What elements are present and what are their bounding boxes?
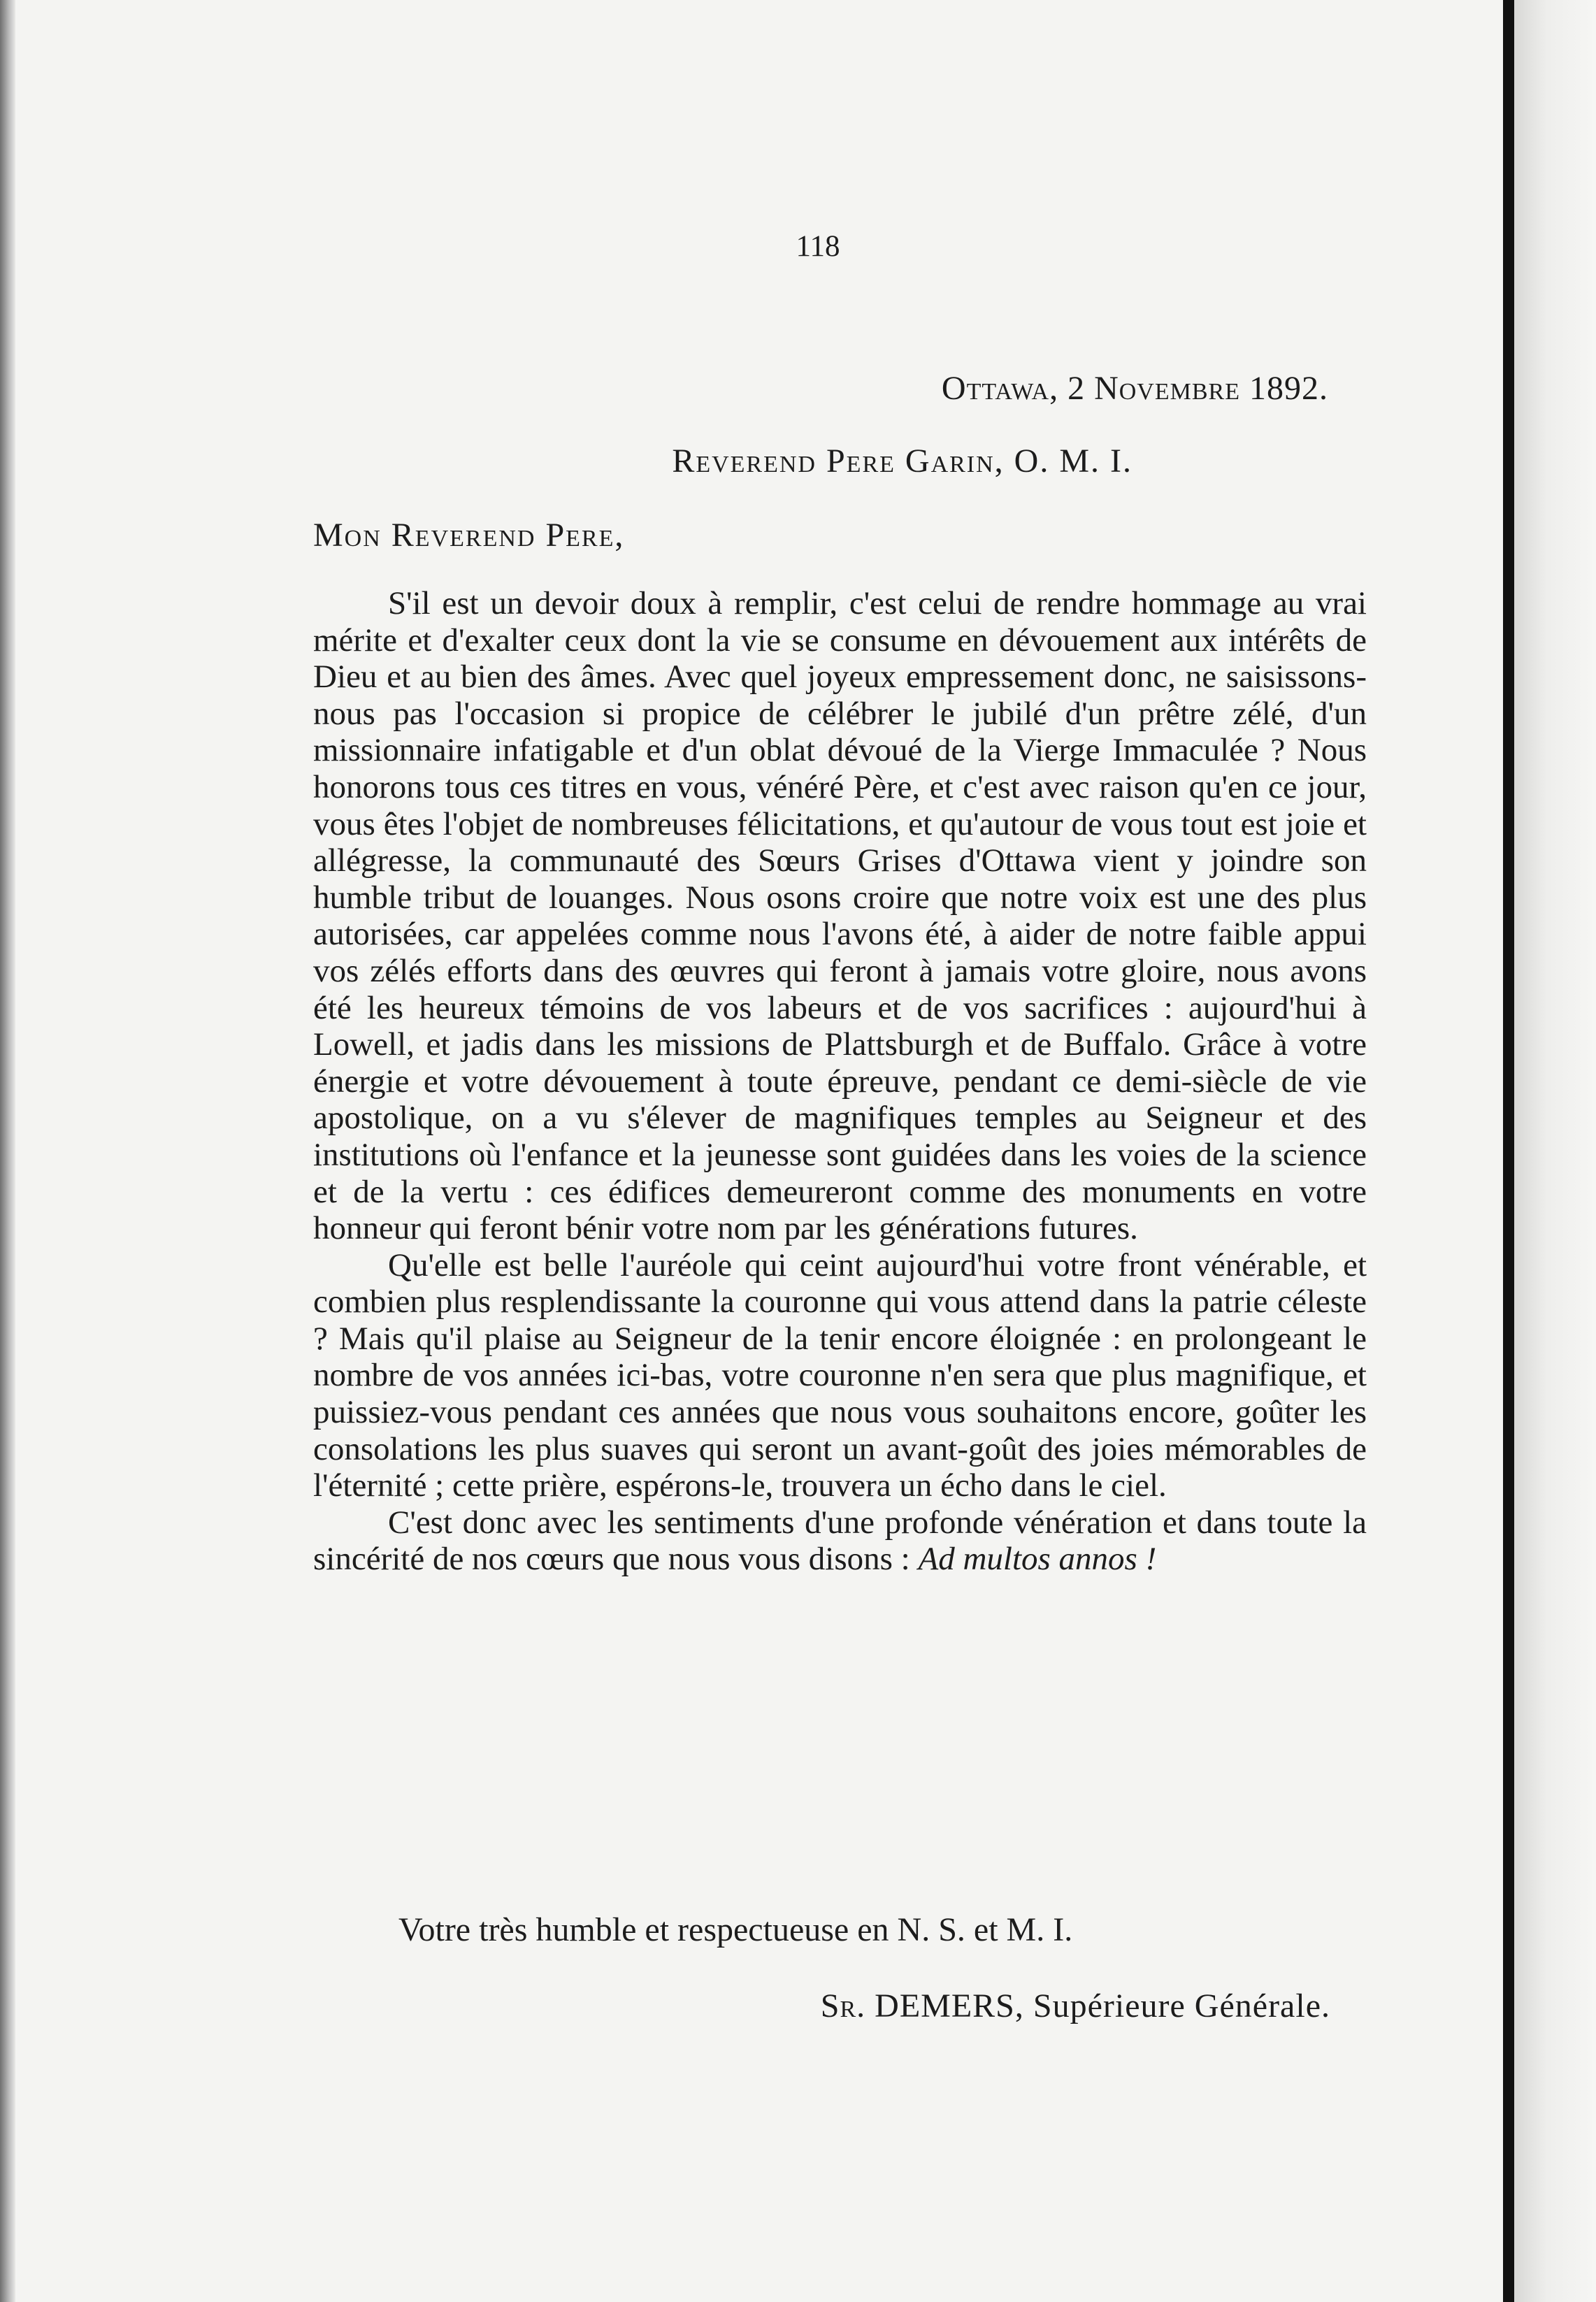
page-number: 118 <box>796 230 840 263</box>
addressee: Reverend Pere Garin, O. M. I. <box>672 443 1133 480</box>
paragraph-3-text: C'est donc avec les sentiments d'une profonde vénération et dans toute la sincérité de nos cœurs que nous vous disons : <box>313 1504 1367 1578</box>
scan-next-page-edge <box>1514 0 1596 2302</box>
signature <box>629 1987 1330 2025</box>
scan-binding-shadow <box>1503 0 1514 2302</box>
paragraph-3 <box>313 1504 1367 1578</box>
latin-blessing: Ad multos annos ! <box>918 1541 1157 1578</box>
signature-name: DEMERS, <box>875 1987 1024 2024</box>
letter-body <box>313 585 1367 1578</box>
closing-formula: Votre très humble et respectueuse en N. S. et M. I. <box>398 1911 1073 1948</box>
signature-role: Supérieure Générale. <box>1033 1987 1330 2024</box>
paragraph-2: Qu'elle est belle l'auréole qui ceint aujourd'hui votre front vénérable, et combien plus resplendissante la couronne qui vous attend dans la patrie céleste ? Mais qu'il plaise au Seigneur de la tenir encore éloignée : en prolongeant le nombre de vos années ici-bas, votre couronne n'en sera que plus magnifique, et puissiez-vous pendant ces années que nous vous souhaitons encore, goûter les consolations les plus suaves qui seront un avant-goût des joies mémorables de l'éternité ; cette prière, espérons-le, trouvera un écho dans le ciel. <box>313 1246 1367 1504</box>
signature-title: Sr. <box>820 1987 866 2024</box>
salutation: Mon Reverend Pere, <box>313 517 625 554</box>
dateline: Ottawa, 2 Novembre 1892. <box>941 370 1328 407</box>
paragraph-1: S'il est un devoir doux à remplir, c'est celui de rendre hommage au vrai mérite et d'exalter ceux dont la vie se consume en dévouement aux intérêts de Dieu et au bien des âmes. Avec quel joyeux empressement donc, ne saisissons-nous pas l'occasion si propice de célébrer le jubilé d'un prêtre zélé, d'un missionnaire infatigable et d'un oblat dévoué de la Vierge Immaculée ? Nous honorons tous ces titres en vous, vénéré Père, et c'est avec raison qu'en ce jour, vous êtes l'objet de nombreuses félicitations, et qu'autour de vous tout est joie et allégresse, la communauté des Sœurs Grises d'Ottawa vient y joindre son humble tribut de louanges. Nous osons croire que notre voix est une des plus autorisées, car appelées comme nous l'avons été, à aider de notre faible appui vos zélés efforts dans des œuvres qui feront à jamais votre gloire, nous avons été les heureux témoins de vos labeurs et de vos sacrifices : aujourd'hui à Lowell, et jadis dans les missions de Plattsburgh et de Buffalo. Grâce à votre énergie et votre dévouement à toute épreuve, pendant ce demi-siècle de vie apostolique, on a vu s'élever de magnifiques temples au Seigneur et des institutions où l'enfance et la jeunesse sont guidées dans les voies de la science et de la vertu : ces édifices demeureront comme des monuments en votre honneur qui feront bénir votre nom par les générations futures. <box>313 585 1367 1247</box>
